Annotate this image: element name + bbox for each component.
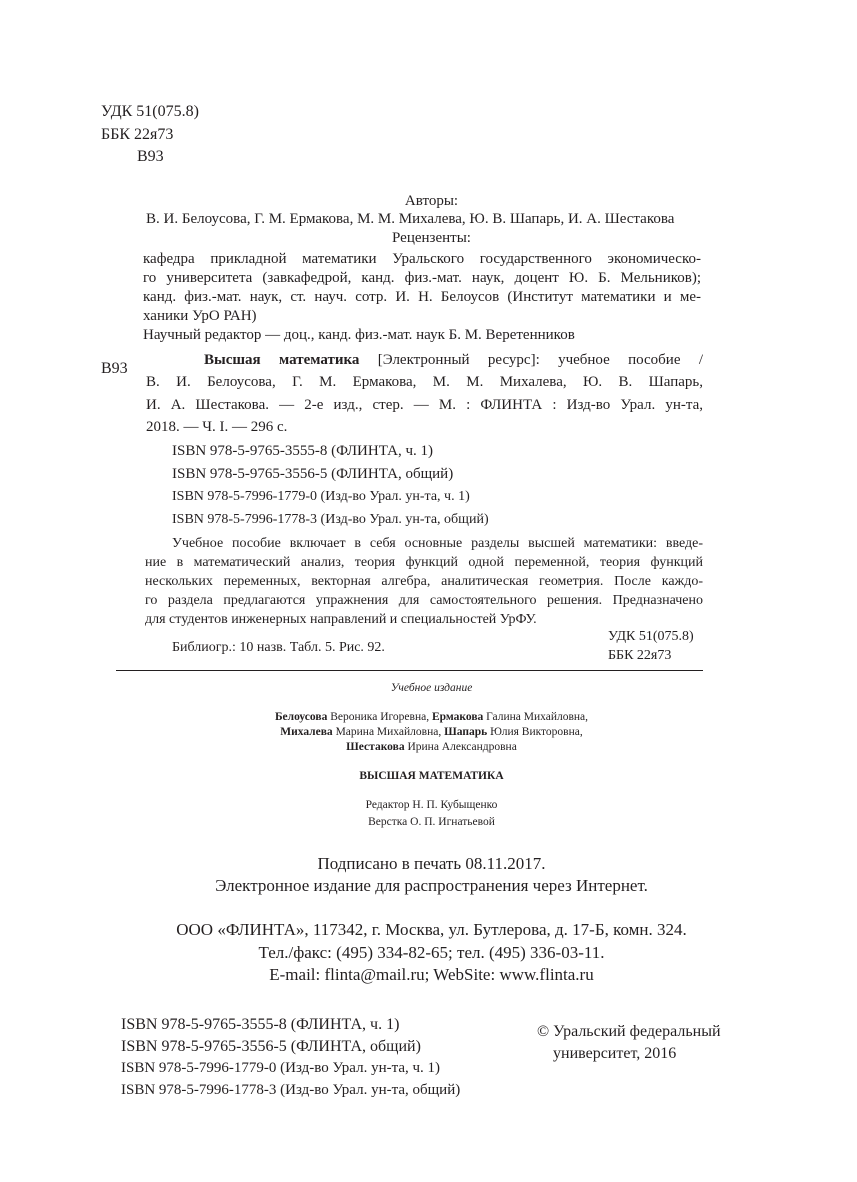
author-surname: Ермакова	[431, 711, 484, 723]
author-name: Галина Михайловна,	[486, 711, 589, 723]
author-surname: Шапарь	[444, 726, 488, 738]
divider	[116, 670, 703, 671]
author-name: Юлия Викторовна,	[490, 726, 583, 738]
isbn-bottom-line: ISBN 978-5-9765-3556-5 (ФЛИНТА, общий)	[121, 1038, 421, 1055]
udk-code: УДК 51(075.8)	[101, 103, 199, 120]
reviewers-line: ханики УрО РАН)	[143, 308, 257, 324]
isbn-line: ISBN 978-5-9765-3555-8 (ФЛИНТА, ч. 1)	[172, 443, 433, 459]
abstract-line: Учебное пособие включает в себя основные разделы высшей математики: введе-	[172, 536, 703, 551]
bib-line-3: И. А. Шестакова. — 2-е изд., стер. — М. : ФЛИНТА : Изд-во Урал. ун-та,	[146, 397, 703, 413]
authors-line: В. И. Белоусова, Г. М. Ермакова, М. М. Михалева, Ю. В. Шапарь, И. А. Шестакова	[146, 211, 675, 227]
abstract-line: ние в математический анализ, теория функций одной переменной, теория функций	[145, 555, 703, 570]
abstract-line: нескольких переменных, векторная алгебра, аналитическая геометрия. После каждо-	[145, 574, 703, 589]
author-name: Марина Михайловна,	[335, 726, 442, 738]
bib-code: В93	[101, 360, 128, 377]
reviewers-line: канд. физ.-мат. наук, ст. науч. сотр. И. Н. Белоусов (Институт математики и ме-	[143, 289, 701, 305]
full-authors-line	[0, 727, 857, 739]
isbn-bottom-line: ISBN 978-5-7996-1778-3 (Изд-во Урал. ун-та, общий)	[121, 1082, 461, 1098]
isbn-line: ISBN 978-5-7996-1779-0 (Изд-во Урал. ун-та, ч. 1)	[172, 489, 470, 504]
full-authors-line	[0, 742, 857, 754]
author-mark: В93	[137, 148, 164, 165]
bbk-right: ББК 22я73	[608, 648, 672, 663]
signed-date: Подписано в печать 08.11.2017.	[317, 854, 546, 873]
author-name: Вероника Игоревна,	[330, 711, 430, 723]
isbn-bottom-line: ISBN 978-5-9765-3555-8 (ФЛИНТА, ч. 1)	[121, 1016, 400, 1033]
author-surname: Михалева	[280, 726, 333, 738]
isbn-bottom-line: ISBN 978-5-7996-1779-0 (Изд-во Урал. ун-та, ч. 1)	[121, 1060, 441, 1076]
bib-line-4: 2018. — Ч. I. — 296 с.	[146, 419, 288, 435]
isbn-line: ISBN 978-5-9765-3556-5 (ФЛИНТА, общий)	[172, 466, 454, 482]
bib-line-2: В. И. Белоусова, Г. М. Ермакова, М. М. Михалева, Ю. В. Шапарь,	[146, 374, 703, 390]
authors-label: Авторы:	[404, 193, 459, 209]
udk-right: УДК 51(075.8)	[608, 629, 694, 644]
author-surname: Белоусова	[274, 711, 328, 723]
publisher-phone: Тел./факс: (495) 334-82-65; тел. (495) 336-03-11.	[258, 943, 605, 962]
bib-line-1-text: [Электронный ресурс]: учебное пособие /	[377, 352, 704, 368]
scientific-editor: Научный редактор — доц., канд. физ.-мат. наук Б. М. Веретенников	[143, 327, 575, 343]
author-name: Ирина Александровна	[407, 741, 517, 753]
abstract-line: для студентов инженерных направлений и специальностей УрФУ.	[145, 612, 537, 627]
publisher-web: E-mail: flinta@mail.ru; WebSite: www.flinta.ru	[269, 965, 594, 984]
bib-line-1	[204, 353, 703, 368]
abstract-line: го раздела предлагаются упражнения для самостоятельного решения. Предназначено	[145, 593, 703, 608]
bbk-code: ББК 22я73	[101, 126, 174, 143]
book-title: ВЫСШАЯ МАТЕМАТИКА	[359, 770, 504, 782]
author-surname: Шестакова	[346, 741, 405, 753]
copyright-line-2: университет, 2016	[553, 1045, 677, 1062]
isbn-line: ISBN 978-5-7996-1778-3 (Изд-во Урал. ун-та, общий)	[172, 512, 489, 527]
reviewers-line: го университета (завкафедрой, канд. физ.-мат. наук, доцент Ю. Б. Мельников);	[143, 270, 701, 286]
edition-type: Учебное издание	[390, 682, 473, 694]
bib-title: Высшая математика	[204, 352, 360, 368]
layout-credit: Верстка О. П. Игнатьевой	[368, 816, 495, 828]
publisher-address: ООО «ФЛИНТА», 117342, г. Москва, ул. Бутлерова, д. 17-Б, комн. 324.	[176, 920, 687, 939]
distribution-note: Электронное издание для распространения через Интернет.	[215, 876, 648, 895]
bibliography-info: Библиогр.: 10 назв. Табл. 5. Рис. 92.	[172, 640, 385, 655]
full-authors-line	[0, 712, 857, 724]
reviewers-label: Рецензенты:	[392, 230, 471, 246]
editor: Редактор Н. П. Кубыщенко	[365, 799, 498, 811]
copyright-line-1: © Уральский федеральный	[537, 1023, 721, 1040]
reviewers-line: кафедра прикладной математики Уральского государственного экономическо-	[143, 251, 701, 267]
